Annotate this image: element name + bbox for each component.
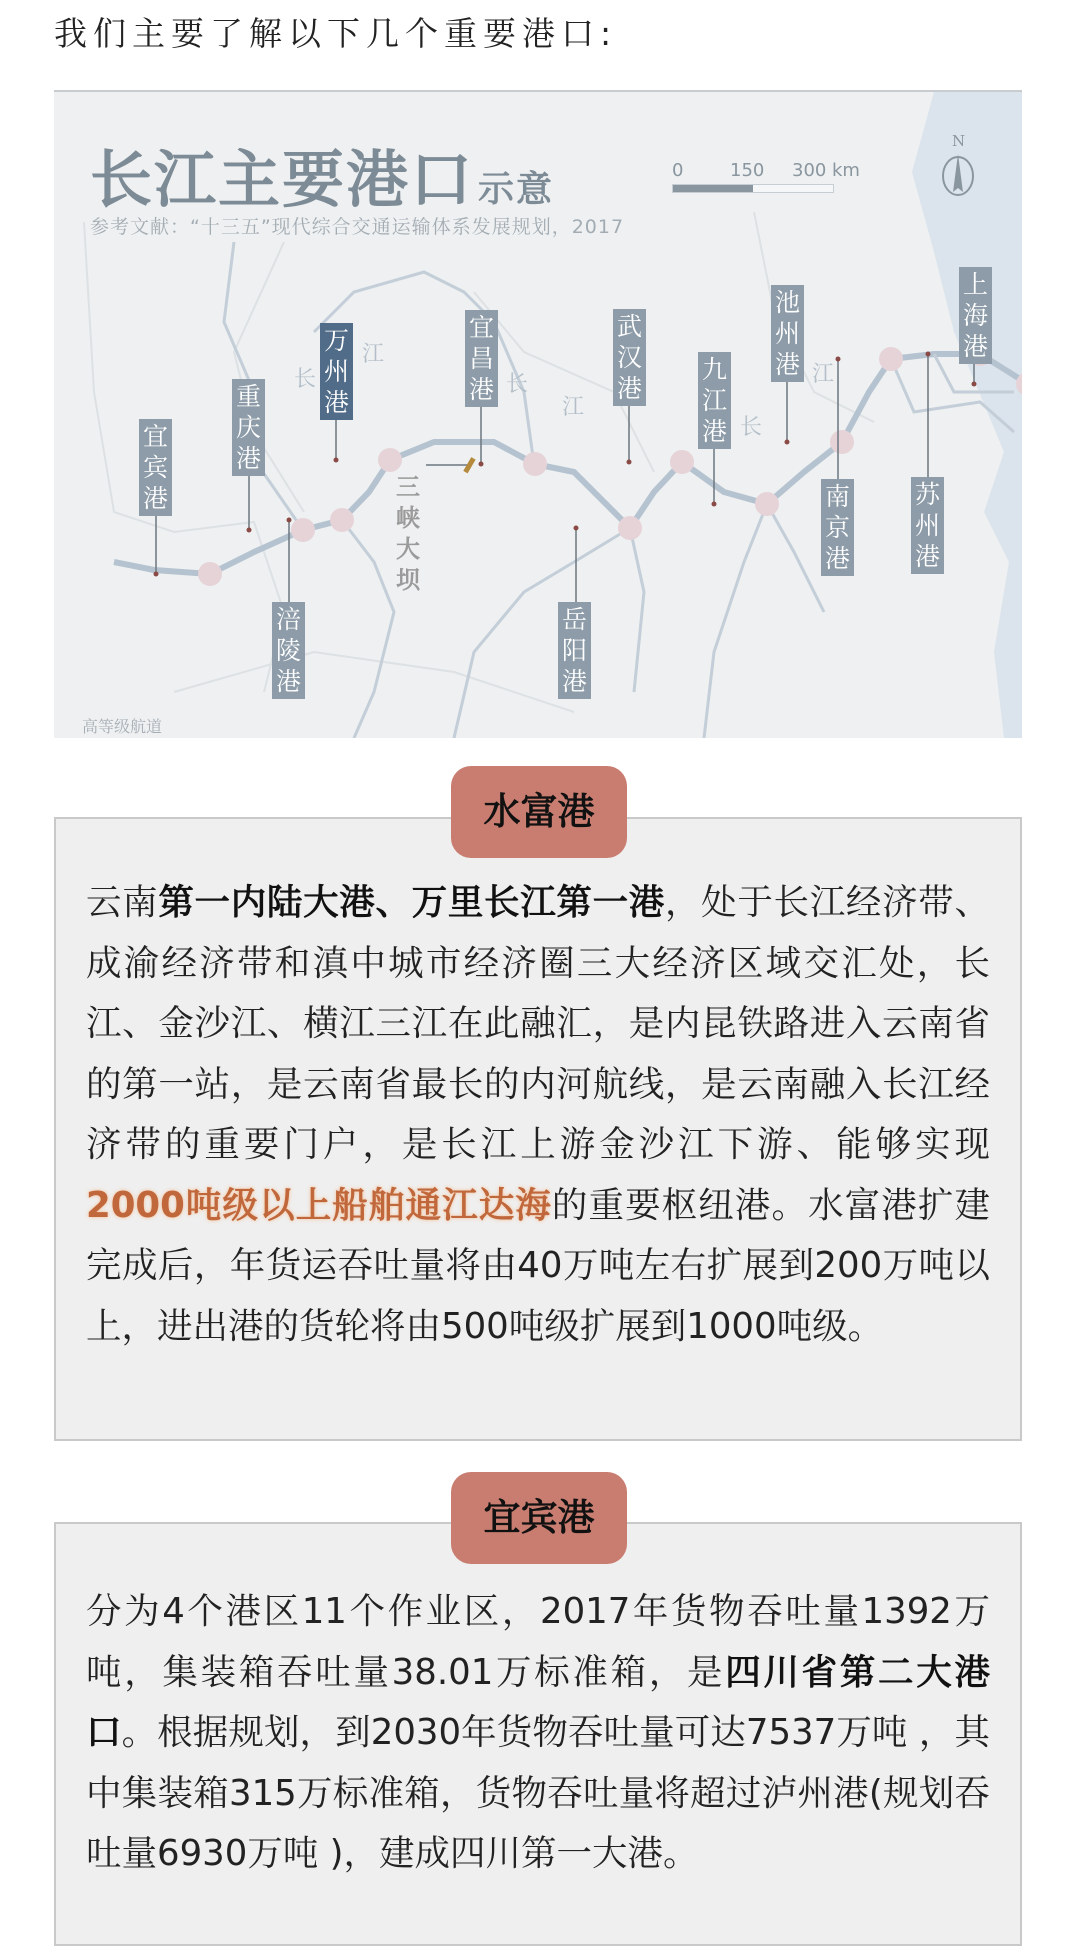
port-label-wanzhou: 万州港 — [320, 323, 353, 420]
port-label-fuling: 涪陵港 — [272, 602, 305, 699]
port-label-suzhou: 苏州港 — [911, 477, 944, 574]
map-title-main: 长江主要港口 — [90, 143, 475, 216]
scale-unit: km — [832, 160, 860, 181]
yangtze-ports-map — [54, 90, 1022, 738]
map-title — [90, 130, 554, 219]
boundaries — [84, 212, 874, 712]
river-char: 长 — [740, 415, 763, 440]
highlight-text: 2000吨级以上船舶通江达海 — [86, 1184, 552, 1226]
port-label-shanghai: 上海港 — [959, 267, 992, 364]
river-char: 江 — [812, 362, 835, 387]
port-label-chongqing: 重庆港 — [232, 379, 265, 476]
port-label-jiujiang: 九江港 — [698, 352, 731, 449]
port-label-wuhan: 武汉港 — [613, 309, 646, 406]
three-gorges-dam-label: 三峡大坝 — [396, 473, 420, 594]
map-title-suffix: 示意 — [478, 168, 555, 210]
section-body — [56, 819, 1020, 1357]
map-subtitle: 参考文献：“十三五”现代综合交通运输体系发展规划，2017 — [90, 216, 625, 238]
scale-0: 0 — [672, 160, 684, 181]
map-legend: 高等级航道 — [82, 717, 163, 736]
port-label-yichang: 宜昌港 — [465, 310, 498, 407]
intro-text: 我们主要了解以下几个重要港口: — [54, 14, 618, 53]
port-label-chizhou: 池州港 — [771, 285, 804, 382]
bold-text: 第一内陆大港、万里长江第一港 — [158, 882, 665, 923]
text-run: 的重要枢纽港。水富港扩建完成后，年货运吞吐量将由40万吨左右扩展到200万吨以上，进出港的货轮将由500吨级扩展到1000吨级。 — [86, 1184, 990, 1347]
port-label-yueyang: 岳阳港 — [558, 602, 591, 699]
river-char: 长 — [506, 372, 529, 397]
river-char: 长 — [294, 367, 317, 392]
port-label-yibin: 宜宾港 — [139, 419, 172, 516]
section-card-yibin — [54, 1522, 1022, 1946]
text-run: 。根据规划，到2030年货物吞吐量可达7537万吨 ，其中集装箱315万标准箱，货物吞吐量将超过泸州港(规划吞吐量6930万吨 )，建成四川第一大港。 — [86, 1712, 990, 1874]
text-run: 分为4个港区11个作业区，2017年货物吞吐量1392万吨，集装箱吞吐量38.01万标准箱，是 — [86, 1591, 990, 1693]
section-body — [56, 1524, 1020, 1885]
scale-bar-graphic — [672, 184, 834, 193]
text-run: ，处于长江经济带、成渝经济带和滇中城市经济圈三大经济区域交汇处，长江、金沙江、横江三江在此融汇，是内昆铁路进入云南省的第一站，是云南省最长的内河航线，是云南融入长江经济带的重要门户，是长江上游金沙江下游、能够实现 — [86, 882, 990, 1165]
port-label-nanjing: 南京港 — [821, 479, 854, 576]
north-arrow-icon — [938, 132, 978, 198]
river-char: 江 — [362, 342, 385, 367]
river-char: 江 — [562, 395, 585, 420]
section-title-shuifu: 水富港 — [451, 766, 627, 858]
scale-150: 150 — [730, 160, 765, 181]
scale-300: 300 — [792, 160, 827, 181]
section-title-yibin: 宜宾港 — [451, 1472, 627, 1564]
section-card-shuifu — [54, 817, 1022, 1441]
tributaries — [224, 242, 824, 738]
bold-text: 四川省第二大港口 — [86, 1651, 990, 1753]
text-run: 云南 — [86, 882, 159, 923]
north-label: N — [952, 132, 966, 150]
